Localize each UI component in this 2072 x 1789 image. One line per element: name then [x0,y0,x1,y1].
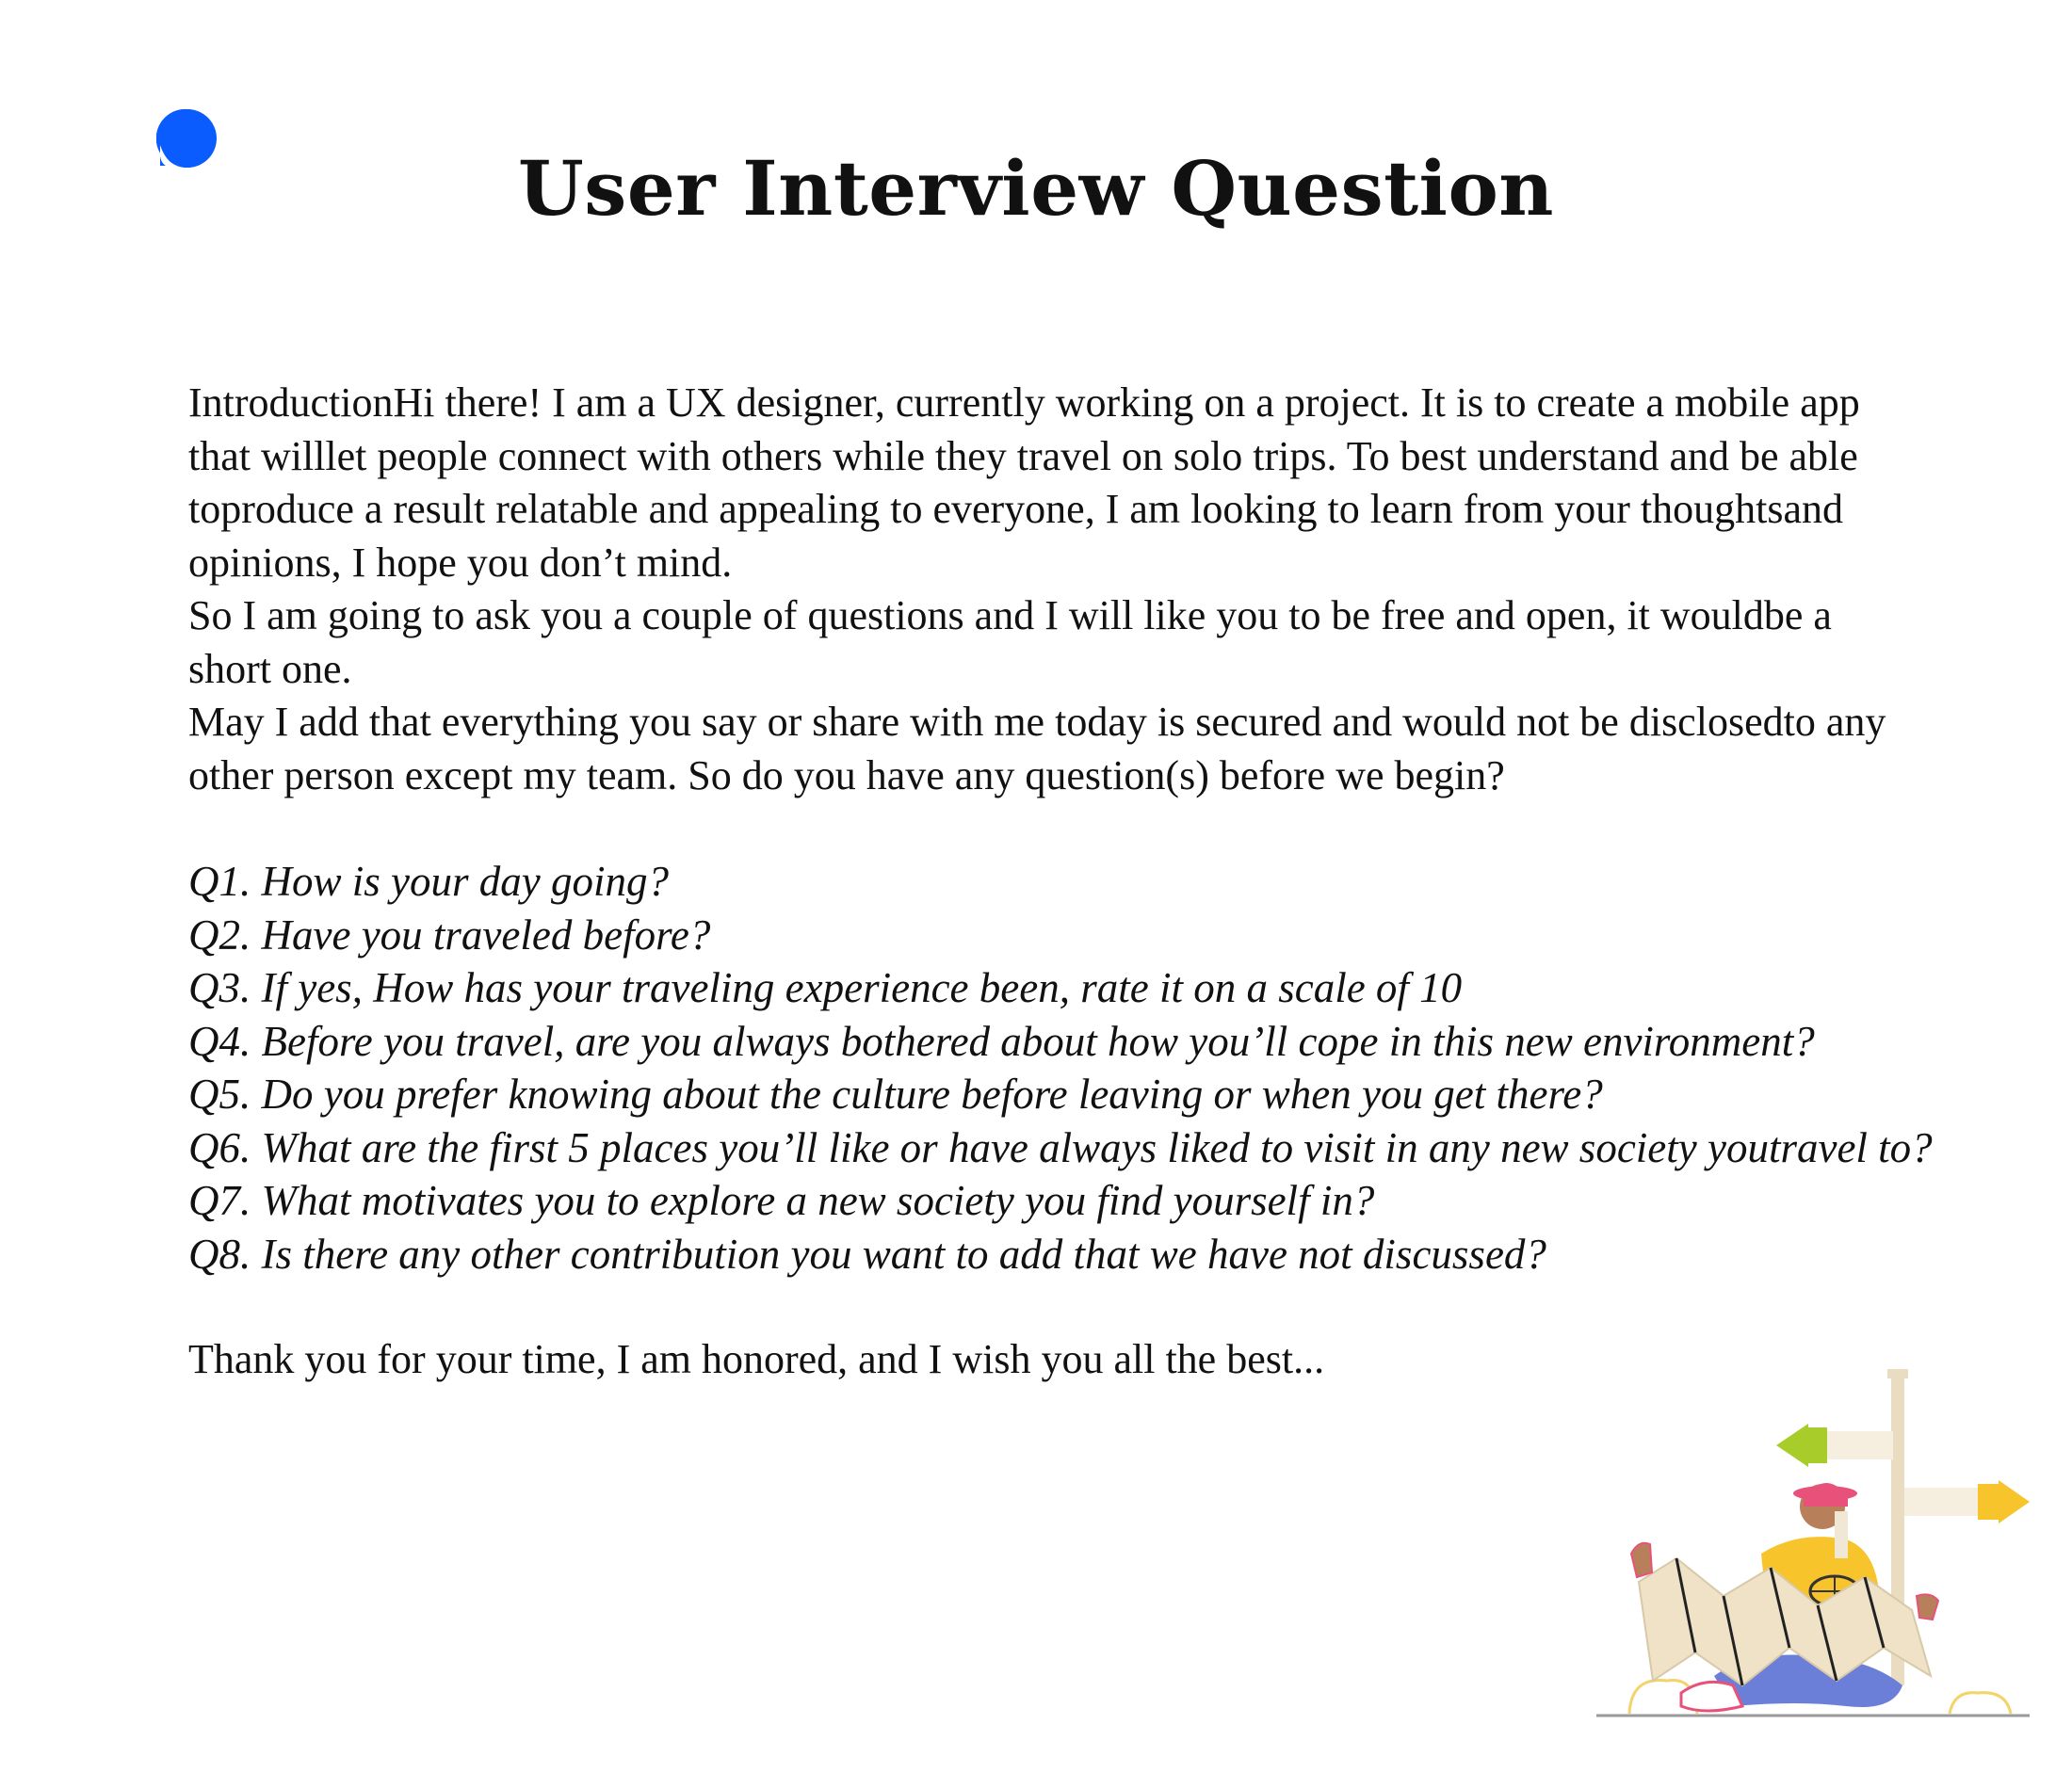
question-item: Q2. Have you traveled before? [188,911,711,959]
question-item: Q5. Do you prefer knowing about the culture before leaving or when you get there? [188,1071,1603,1118]
document-body [188,377,1933,1387]
question-list [188,855,1933,1281]
question-item: Q8. Is there any other contribution you want to add that we have not discussed? [188,1230,1546,1278]
closing-note: Thank you for your time, I am honored, and I wish you all the best... [188,1336,1325,1382]
page-title: User Interview Question [518,144,1554,233]
question-item: Q4. Before you travel, are you always bothered about how you’ll cope in this new environment? [188,1017,1815,1065]
intro-paragraph: May I add that everything you say or share with me today is secured and would not be disclosedto any other person except my team. So do you have any question(s) before we begin? [188,699,1886,798]
intro-paragraph: So I am going to ask you a couple of questions and I will like you to be free and open, it wouldbe a short one. [188,592,1832,692]
question-item: Q1. How is your day going? [188,858,669,905]
question-item: Q7. What motivates you to explore a new society you find yourself in? [188,1177,1375,1224]
question-item: Q6. What are the first 5 places you’ll like or have always liked to visit in any new society youtravel to? [188,1123,1933,1171]
intro-paragraph: IntroductionHi there! I am a UX designer, currently working on a project. It is to create a mobile app that willlet people connect with others while they travel on solo trips. To best understand and be able toproduce a result relatable and appealing to everyone, I am looking to learn from your thoughtsand opinions, I hope you don’t mind. [188,379,1860,586]
question-item: Q3. If yes, How has your traveling experience been, rate it on a scale of 10 [188,964,1463,1011]
introduction [188,377,1912,802]
traveler-with-map-illustration [1592,1365,2034,1723]
